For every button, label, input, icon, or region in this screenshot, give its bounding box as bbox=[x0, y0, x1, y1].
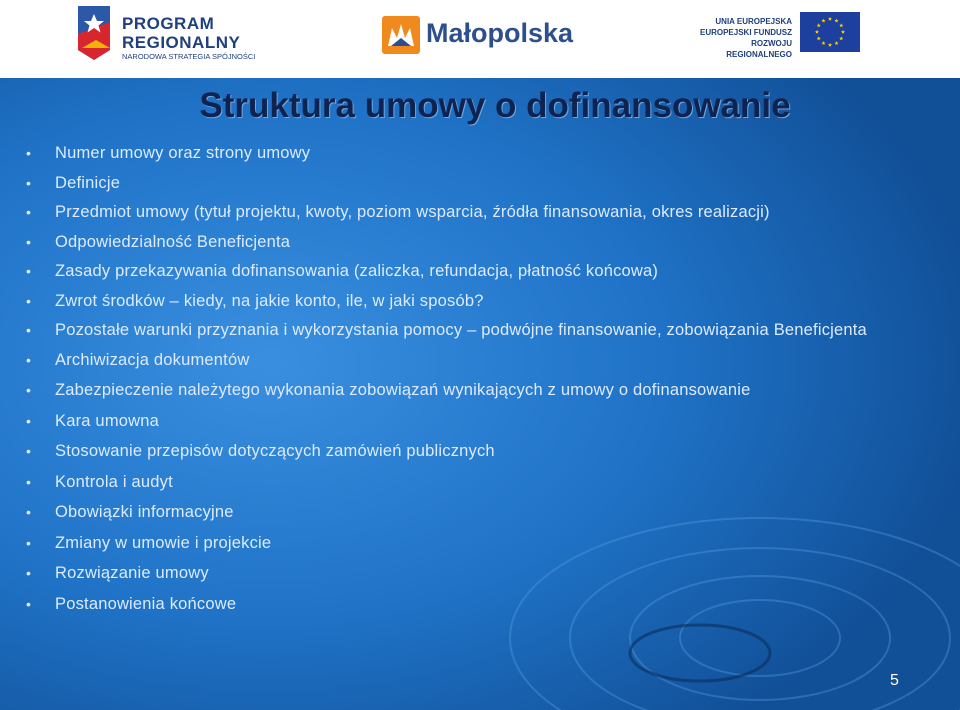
bullet-item: • Definicje bbox=[26, 173, 936, 193]
malopolska-logo-text: Małopolska bbox=[426, 18, 574, 48]
eu-logo-line3: ROZWOJU REGIONALNEGO bbox=[726, 39, 792, 59]
bullet-item: • Archiwizacja dokumentów bbox=[26, 350, 936, 370]
malopolska-logo bbox=[382, 14, 582, 54]
bullet-item: • Zwrot środków – kiedy, na jakie konto, ile, w jaki sposób? bbox=[26, 291, 936, 311]
eu-flag-icon bbox=[800, 12, 860, 52]
program-logo-line2: REGIONALNY bbox=[122, 33, 241, 52]
bullet-item: • Pozostałe warunki przyznania i wykorzystania pomocy – podwójne finansowanie, zobowiązania Beneficjenta bbox=[26, 320, 936, 340]
bullet-item: • Odpowiedzialność Beneficjenta bbox=[26, 232, 936, 252]
program-regionalny-emblem-icon bbox=[74, 4, 114, 62]
bullet-item: • Kara umowna bbox=[26, 411, 936, 431]
eu-logo-line1: UNIA EUROPEJSKA bbox=[715, 17, 792, 26]
page-number: 5 bbox=[890, 672, 899, 689]
bullet-item: • Kontrola i audyt bbox=[26, 472, 936, 492]
bullet-item: • Stosowanie przepisów dotyczących zamówień publicznych bbox=[26, 441, 936, 461]
program-logo-line1: PROGRAM bbox=[122, 14, 215, 33]
bullet-item: • Postanowienia końcowe bbox=[26, 594, 936, 614]
program-logo-subtitle: NARODOWA STRATEGIA SPÓJNOŚCI bbox=[122, 52, 256, 61]
bullet-item: • Obowiązki informacyjne bbox=[26, 502, 936, 522]
malopolska-emblem-icon bbox=[382, 16, 420, 54]
bullet-item: • Zmiany w umowie i projekcie bbox=[26, 533, 936, 553]
bullet-item: • Przedmiot umowy (tytuł projektu, kwoty, poziom wsparcia, źródła finansowania, okres realizacji) bbox=[26, 202, 936, 222]
eu-logo bbox=[694, 12, 874, 59]
eu-logo-text bbox=[694, 16, 792, 60]
program-regionalny-logo bbox=[74, 4, 264, 64]
bullet-item: • Zabezpieczenie należytego wykonania zobowiązań wynikających z umowy o dofinansowanie bbox=[26, 380, 936, 400]
eu-logo-line2: EUROPEJSKI FUNDUSZ bbox=[699, 28, 792, 37]
header-bar bbox=[0, 0, 960, 78]
bullet-item: • Rozwiązanie umowy bbox=[26, 563, 936, 583]
bullet-item: • Zasady przekazywania dofinansowania (zaliczka, refundacja, płatność końcowa) bbox=[26, 261, 936, 281]
slide-title: Struktura umowy o dofinansowanie bbox=[199, 86, 791, 125]
bullet-list bbox=[26, 143, 936, 614]
bullet-item: • Numer umowy oraz strony umowy bbox=[26, 143, 936, 163]
